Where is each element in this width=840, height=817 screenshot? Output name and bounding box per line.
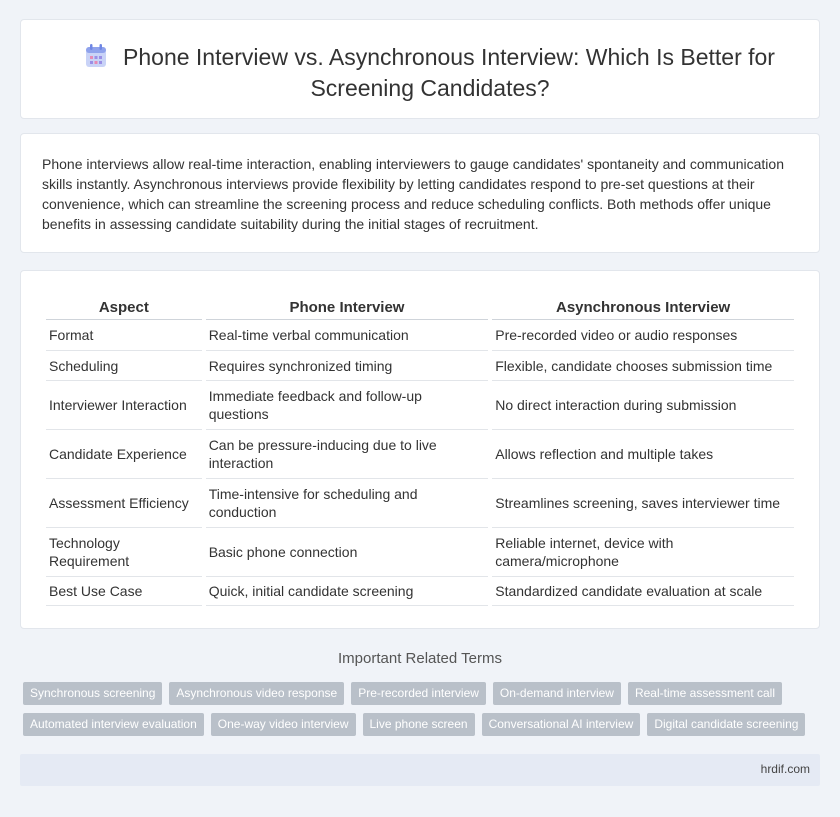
cell-aspect: Assessment Efficiency: [46, 479, 202, 528]
cell-async: Reliable internet, device with camera/microphone: [492, 528, 794, 577]
document-icon: [85, 44, 107, 68]
cell-phone: Can be pressure-inducing due to live interaction: [206, 430, 489, 479]
header-asynchronous-interview: Asynchronous Interview: [492, 293, 794, 320]
cell-async: Allows reflection and multiple takes: [492, 430, 794, 479]
cell-aspect: Candidate Experience: [46, 430, 202, 479]
cell-aspect: Best Use Case: [46, 577, 202, 606]
related-term-tag[interactable]: Automated interview evaluation: [23, 713, 204, 736]
cell-async: Flexible, candidate chooses submission time: [492, 351, 794, 381]
related-term-tag[interactable]: Live phone screen: [363, 713, 475, 736]
page-title-wrapper: [61, 42, 799, 104]
cell-async: Pre-recorded video or audio responses: [492, 320, 794, 351]
table-row: [46, 320, 794, 351]
cell-phone: Requires synchronized timing: [206, 351, 489, 381]
related-term-tag[interactable]: Real-time assessment call: [628, 682, 782, 705]
related-term-tag[interactable]: Conversational AI interview: [482, 713, 641, 736]
cell-aspect: Interviewer Interaction: [46, 381, 202, 430]
related-term-tag[interactable]: Digital candidate screening: [647, 713, 805, 736]
comparison-table: [42, 293, 798, 606]
table-row: [46, 430, 794, 479]
page-title: Phone Interview vs. Asynchronous Interview: Which Is Better for Screening Candidates?: [123, 44, 775, 101]
related-term-tag[interactable]: One-way video interview: [211, 713, 356, 736]
cell-aspect: Technology Requirement: [46, 528, 202, 577]
table-row: [46, 528, 794, 577]
header-phone-interview: Phone Interview: [206, 293, 489, 320]
comparison-table-card: [20, 270, 820, 629]
footer-site-link[interactable]: hrdif.com: [760, 762, 810, 776]
table-row: [46, 577, 794, 606]
header-aspect: Aspect: [46, 293, 202, 320]
table-row: [46, 479, 794, 528]
cell-async: Standardized candidate evaluation at scale: [492, 577, 794, 606]
intro-card: [20, 133, 820, 253]
intro-paragraph: Phone interviews allow real-time interaction, enabling interviewers to gauge candidates' spontaneity and communication skills instantly. Asynchronous interviews provide flexibility by letting candidates respond to pre-set questions at their convenience, which can streamline the screening process and reduce scheduling conflicts. Both methods offer unique benefits in assessing candidate suitability during the initial stages of recruitment.: [42, 156, 784, 232]
cell-aspect: Format: [46, 320, 202, 351]
related-term-tag[interactable]: Synchronous screening: [23, 682, 162, 705]
related-term-tag[interactable]: Pre-recorded interview: [351, 682, 486, 705]
related-term-tag[interactable]: Asynchronous video response: [169, 682, 344, 705]
cell-phone: Time-intensive for scheduling and conduction: [206, 479, 489, 528]
cell-phone: Quick, initial candidate screening: [206, 577, 489, 606]
table-header-row: [46, 293, 794, 320]
table-row: [46, 351, 794, 381]
cell-phone: Immediate feedback and follow-up questions: [206, 381, 489, 430]
related-terms-list: [23, 682, 823, 744]
table-row: [46, 381, 794, 430]
related-term-tag[interactable]: On-demand interview: [493, 682, 621, 705]
cell-phone: Basic phone connection: [206, 528, 489, 577]
cell-async: No direct interaction during submission: [492, 381, 794, 430]
cell-phone: Real-time verbal communication: [206, 320, 489, 351]
title-card: [20, 19, 820, 119]
related-terms-heading: Important Related Terms: [338, 650, 502, 667]
cell-aspect: Scheduling: [46, 351, 202, 381]
footer-bar: [20, 754, 820, 786]
cell-async: Streamlines screening, saves interviewer time: [492, 479, 794, 528]
